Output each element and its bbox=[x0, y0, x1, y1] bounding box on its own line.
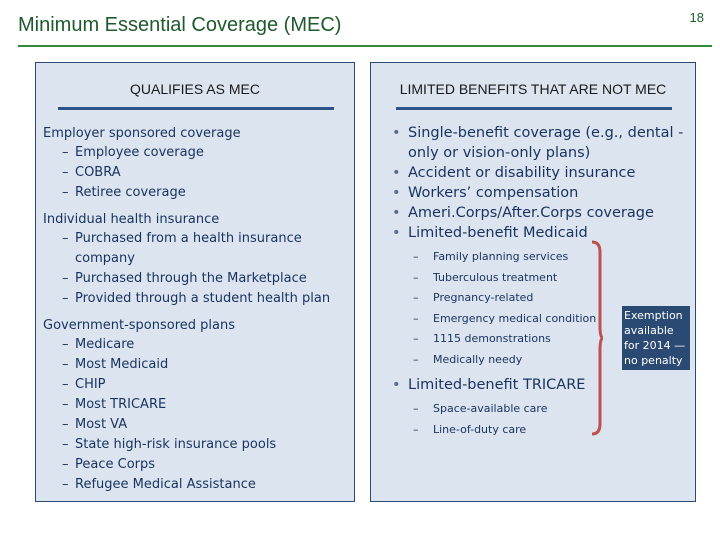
list-item: – Pregnancy-related bbox=[392, 288, 692, 309]
list-item: – Refugee Medical Assistance bbox=[43, 475, 349, 495]
list-item: – State high-risk insurance pools bbox=[43, 435, 349, 455]
not-mec-divider bbox=[396, 107, 672, 110]
list-item: – 1115 demonstrations bbox=[392, 329, 692, 350]
qualifies-list bbox=[43, 125, 349, 495]
list-item: – Line-of-duty care bbox=[392, 420, 692, 441]
list-item: • Workers’ compensation bbox=[392, 183, 692, 203]
list-item: – CHIP bbox=[43, 375, 349, 395]
list-item: – COBRA bbox=[43, 163, 349, 183]
list-item: • Limited-benefit TRICARE bbox=[392, 375, 692, 395]
right-brace-icon bbox=[590, 240, 604, 436]
not-mec-heading: LIMITED BENEFITS THAT ARE NOT MEC bbox=[399, 81, 667, 97]
group-title-employer: Employer sponsored coverage bbox=[43, 126, 241, 141]
qualifies-heading: QUALIFIES AS MEC bbox=[130, 81, 260, 97]
exemption-note: Exemption available for 2014 — no penalty bbox=[622, 306, 690, 370]
list-item: • Limited-benefit Medicaid bbox=[392, 223, 692, 243]
list-item: – Provided through a student health plan bbox=[43, 289, 349, 309]
list-item: – Space-available care bbox=[392, 399, 692, 420]
group-title-government: Government-sponsored plans bbox=[43, 318, 235, 333]
list-item: – Medicare bbox=[43, 335, 349, 355]
page-title: Minimum Essential Coverage (MEC) bbox=[18, 14, 342, 36]
list-item: – Peace Corps bbox=[43, 455, 349, 475]
title-divider bbox=[18, 45, 712, 47]
tricare-sublist bbox=[392, 399, 692, 440]
qualifies-divider bbox=[58, 107, 334, 110]
list-item: – Most Medicaid bbox=[43, 355, 349, 375]
not-mec-list bbox=[392, 123, 692, 445]
list-item: – Retiree coverage bbox=[43, 183, 349, 203]
list-item: – Medically needy bbox=[392, 350, 692, 371]
group-title-individual: Individual health insurance bbox=[43, 212, 220, 227]
list-item: – Purchased from a health insurance company bbox=[43, 229, 349, 269]
qualifies-panel bbox=[35, 62, 355, 502]
list-item: – Most VA bbox=[43, 415, 349, 435]
list-item: • Single-benefit coverage (e.g., dental -only or vision-only plans) bbox=[392, 123, 692, 163]
list-item: – Family planning services bbox=[392, 247, 692, 268]
page-number: 18 bbox=[689, 10, 704, 25]
list-item: • Ameri.Corps/After.Corps coverage bbox=[392, 203, 692, 223]
list-item: – Most TRICARE bbox=[43, 395, 349, 415]
list-item: – Emergency medical condition bbox=[392, 309, 692, 330]
list-item: • Accident or disability insurance bbox=[392, 163, 692, 183]
not-mec-panel bbox=[370, 62, 696, 502]
list-item: – Tuberculous treatment bbox=[392, 268, 692, 289]
list-item: – Employee coverage bbox=[43, 143, 349, 163]
list-item: – Purchased through the Marketplace bbox=[43, 269, 349, 289]
